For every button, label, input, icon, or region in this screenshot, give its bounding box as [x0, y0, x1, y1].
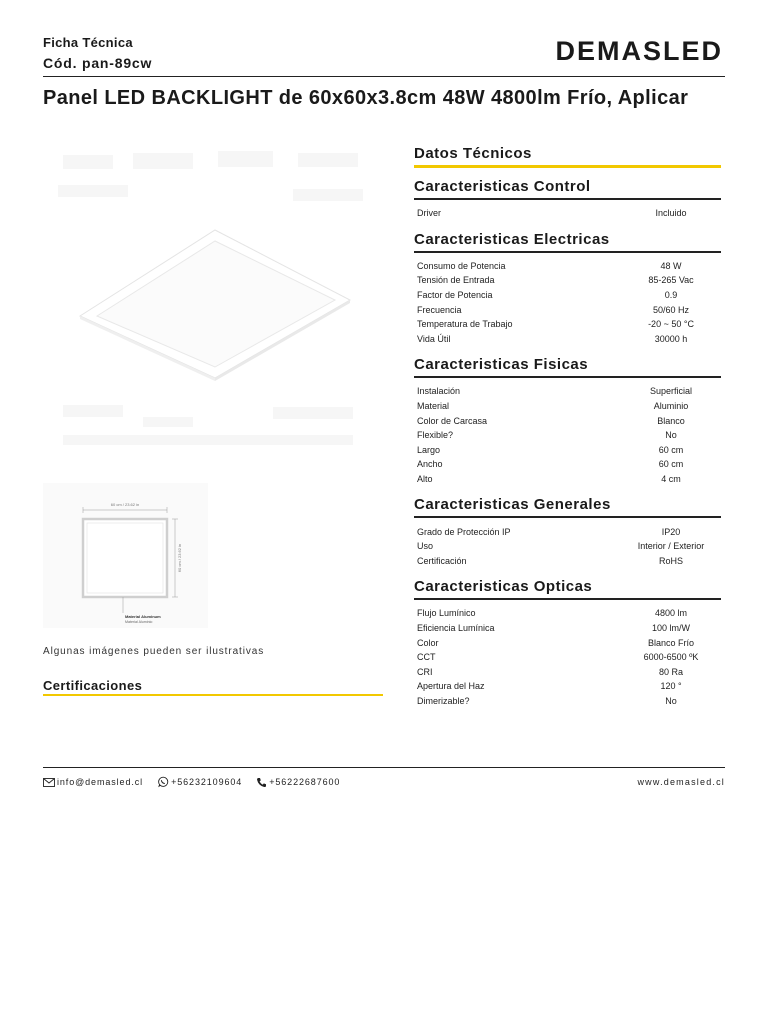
section-title: Caracteristicas Control: [414, 178, 591, 195]
spec-row: [414, 606, 721, 621]
section-rule: [414, 598, 721, 600]
spec-value: 85-265 Vac: [648, 275, 694, 286]
spec-label: Flexible?: [417, 430, 454, 441]
spec-value: 4 cm: [661, 474, 681, 485]
spec-section: [414, 496, 721, 568]
specs-column: [414, 145, 721, 708]
spec-value: 30000 h: [654, 333, 688, 344]
footer-email[interactable]: [43, 777, 143, 787]
phone-icon: [256, 777, 267, 788]
spec-label: Dimerizable?: [417, 695, 470, 706]
spec-row: [414, 472, 721, 487]
spec-row: [414, 273, 721, 288]
spec-row: [414, 539, 721, 554]
spec-row: [414, 288, 721, 303]
spec-value: Incluido: [655, 208, 687, 219]
material-title: Material Aluminum: [125, 614, 161, 619]
spec-row: [414, 524, 721, 539]
spec-row: [414, 621, 721, 636]
footer-whatsapp[interactable]: [157, 776, 242, 788]
spec-label: Temperatura de Trabajo: [417, 319, 513, 330]
datos-tecnicos-title: Datos Técnicos: [414, 145, 532, 162]
spec-value: 80 Ra: [658, 666, 684, 677]
spec-label: CRI: [417, 666, 433, 677]
height-label: 60 cm / 23.62 in: [177, 543, 182, 573]
spec-label: Certificación: [417, 555, 467, 566]
brand-logo: DEMASLED: [555, 36, 723, 66]
spec-label: Grado de Protección IP: [417, 526, 511, 537]
spec-value: 0.9: [664, 290, 678, 301]
spec-value: Blanco: [657, 415, 685, 426]
spec-sections: [414, 178, 721, 708]
spec-label: Largo: [417, 444, 441, 455]
spec-value: RoHS: [658, 555, 683, 566]
spec-label: Color de Carcasa: [417, 415, 488, 426]
product-image: [43, 145, 383, 465]
spec-label: Frecuencia: [417, 304, 462, 315]
spec-value: IP20: [661, 526, 681, 537]
width-label: 60 cm / 23.62 in: [110, 502, 140, 507]
spec-section: [414, 178, 721, 221]
spec-label: CCT: [417, 652, 436, 663]
spec-row: [414, 259, 721, 274]
spec-row: [414, 694, 721, 709]
spec-label: Material: [417, 401, 450, 412]
spec-value: Aluminio: [653, 401, 689, 412]
spec-value: Interior / Exterior: [637, 541, 705, 552]
spec-section: [414, 578, 721, 708]
spec-label: Ancho: [417, 459, 443, 470]
spec-row: [414, 635, 721, 650]
section-rule: [414, 198, 721, 200]
spec-row: [414, 399, 721, 414]
spec-label: Eficiencia Lumínica: [417, 622, 495, 633]
spec-value: 6000-6500 ºK: [643, 652, 699, 663]
spec-value: -20 ~ 50 °C: [648, 319, 694, 330]
spec-value: 100 lm/W: [651, 622, 690, 633]
footer: [43, 775, 725, 789]
spec-row: [414, 679, 721, 694]
spec-row: [414, 443, 721, 458]
spec-label: Color: [417, 637, 439, 648]
spec-value: Superficial: [649, 386, 693, 397]
spec-label: Consumo de Potencia: [417, 260, 506, 271]
certifications-title: Certificaciones: [43, 678, 143, 693]
spec-value: 48 W: [660, 260, 682, 271]
footer-divider: [43, 767, 725, 768]
spec-value: 50/60 Hz: [652, 304, 690, 315]
section-rule: [414, 516, 721, 518]
phone-text: +56222687600: [269, 777, 341, 787]
divider: [43, 76, 725, 77]
header-left: [43, 35, 152, 71]
spec-value: 60 cm: [658, 444, 684, 455]
product-code: Cód. pan-89cw: [43, 55, 153, 71]
whatsapp-icon: [157, 776, 169, 788]
certifications-rule: [43, 694, 383, 696]
page-title: Panel LED BACKLIGHT de 60x60x3.8cm 48W 4800lm Frío, Aplicar: [43, 87, 689, 109]
spec-label: Factor de Potencia: [417, 290, 493, 301]
spec-label: Uso: [417, 541, 434, 552]
spec-label: Instalación: [417, 386, 461, 397]
spec-row: [414, 457, 721, 472]
whatsapp-text: +56232109604: [171, 777, 243, 787]
spec-value: 60 cm: [658, 459, 684, 470]
email-text: info@demasled.cl: [57, 777, 144, 787]
spec-row: [414, 332, 721, 347]
doc-type: Ficha Técnica: [43, 35, 133, 50]
section-title: Caracteristicas Generales: [414, 496, 611, 514]
section-rule: [414, 251, 721, 253]
section-title: Caracteristicas Opticas: [414, 578, 593, 596]
spec-label: Driver: [417, 208, 441, 219]
spec-section: [414, 356, 721, 486]
spec-row: [414, 554, 721, 569]
dimension-drawing: [43, 483, 208, 628]
spec-label: Alto: [417, 474, 433, 485]
section-title: Caracteristicas Electricas: [414, 230, 610, 248]
spec-row: [414, 302, 721, 317]
spec-label: Flujo Lumínico: [417, 608, 476, 619]
image-disclaimer: Algunas imágenes pueden ser ilustrativas: [43, 646, 265, 657]
spec-value: No: [665, 430, 677, 441]
spec-label: Apertura del Haz: [417, 681, 485, 692]
section-title: Caracteristicas Fisicas: [414, 356, 589, 374]
spec-label: Tensión de Entrada: [417, 275, 495, 286]
spec-row: [414, 413, 721, 428]
datos-rule: [414, 165, 721, 168]
spec-row: [414, 317, 721, 332]
spec-value: 4800 lm: [654, 608, 688, 619]
spec-label: Vida Útil: [417, 333, 451, 344]
spec-value: 120 °: [660, 681, 682, 692]
spec-row: [414, 664, 721, 679]
website-link[interactable]: www.demasled.cl: [637, 777, 725, 787]
material-sub: Material Aluminio: [125, 620, 153, 624]
spec-value: No: [665, 695, 677, 706]
spec-value: Blanco Frío: [647, 637, 695, 648]
spec-row: [414, 206, 721, 221]
spec-row: [414, 650, 721, 665]
spec-section: [414, 231, 721, 347]
mail-icon: [43, 778, 55, 787]
section-rule: [414, 376, 721, 378]
spec-row: [414, 384, 721, 399]
spec-row: [414, 428, 721, 443]
footer-phone[interactable]: [256, 777, 340, 788]
